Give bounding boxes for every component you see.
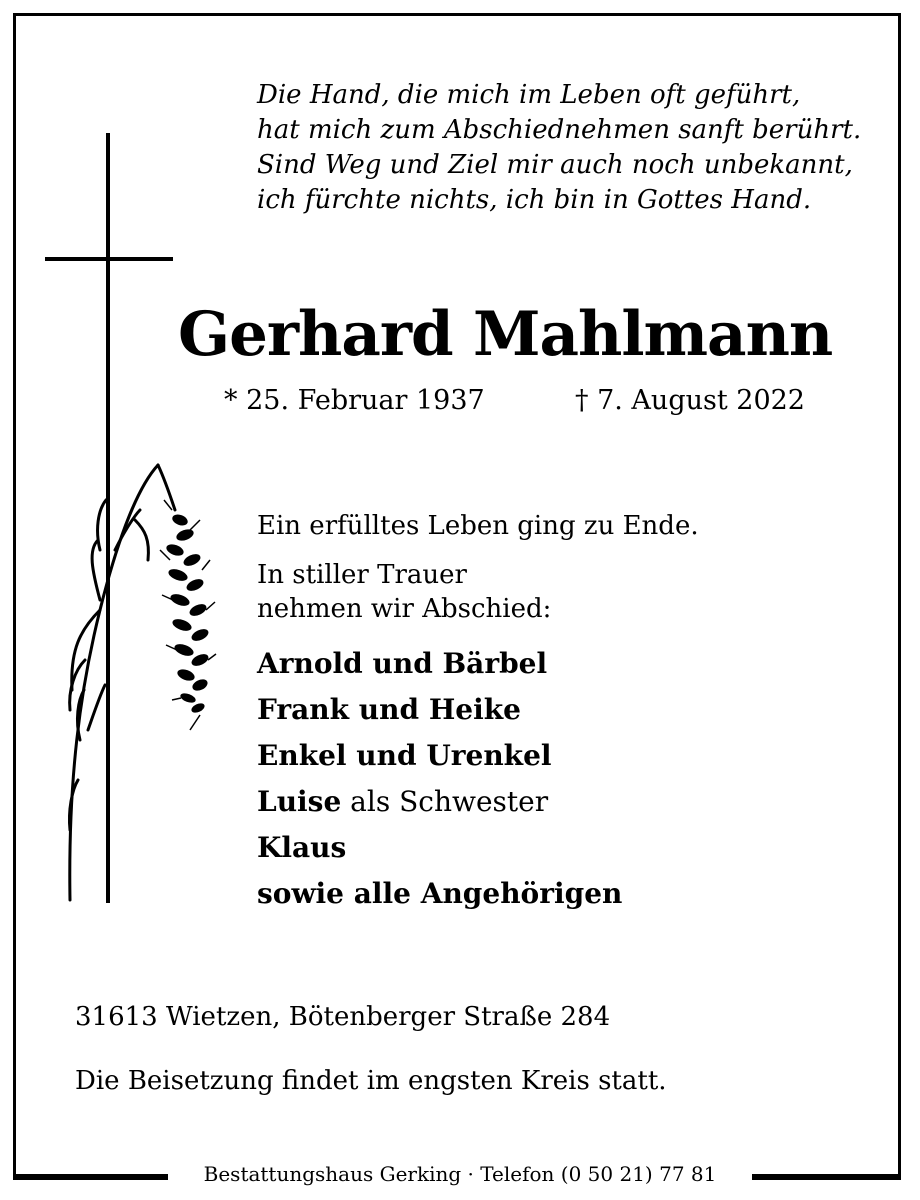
- verse-line: Die Hand, die mich im Leben oft geführt,: [257, 80, 801, 110]
- mourner-name: Frank und Heike: [257, 693, 521, 726]
- mourner-entry: [257, 785, 548, 820]
- mourner-name: Arnold und Bärbel: [257, 647, 548, 680]
- footer-rule-left: [13, 1174, 173, 1177]
- mourner-relation: als Schwester: [341, 785, 549, 818]
- birth-date: * 25. Februar 1937: [224, 385, 485, 416]
- family-address: 31613 Wietzen, Bötenberger Straße 284: [75, 1002, 611, 1032]
- verse-line: hat mich zum Abschiednehmen sanft berührt.: [257, 115, 862, 145]
- funeral-home-credit: Bestattungshaus Gerking · Telefon (0 50 21) 77 81: [168, 1160, 752, 1188]
- mourner-name: Enkel und Urenkel: [257, 739, 552, 772]
- mourner-name: Luise: [257, 785, 342, 818]
- mourning-line: In stiller Trauer: [257, 560, 467, 590]
- footer-rule-right: [748, 1174, 901, 1177]
- deceased-name: Gerhard Mahlmann: [178, 299, 833, 370]
- cross-icon: [45, 133, 173, 903]
- farewell-line: nehmen wir Abschied:: [257, 594, 552, 624]
- burial-note: Die Beisetzung findet im engsten Kreis statt.: [75, 1066, 667, 1096]
- mourner-name: sowie alle Angehörigen: [257, 877, 623, 910]
- death-date: † 7. August 2022: [575, 385, 805, 416]
- wheat-ear-icon: [69, 465, 175, 900]
- cross-and-wheat-icon: [40, 130, 220, 910]
- wheat-ear-head: [165, 513, 210, 715]
- verse-line: Sind Weg und Ziel mir auch noch unbekannt,: [257, 150, 853, 180]
- verse-line: ich fürchte nichts, ich bin in Gottes Hand.: [257, 185, 812, 215]
- verse-poem: [257, 78, 877, 218]
- closing-sentence: Ein erfülltes Leben ging zu Ende.: [257, 511, 699, 541]
- mourner-name: Klaus: [257, 831, 347, 864]
